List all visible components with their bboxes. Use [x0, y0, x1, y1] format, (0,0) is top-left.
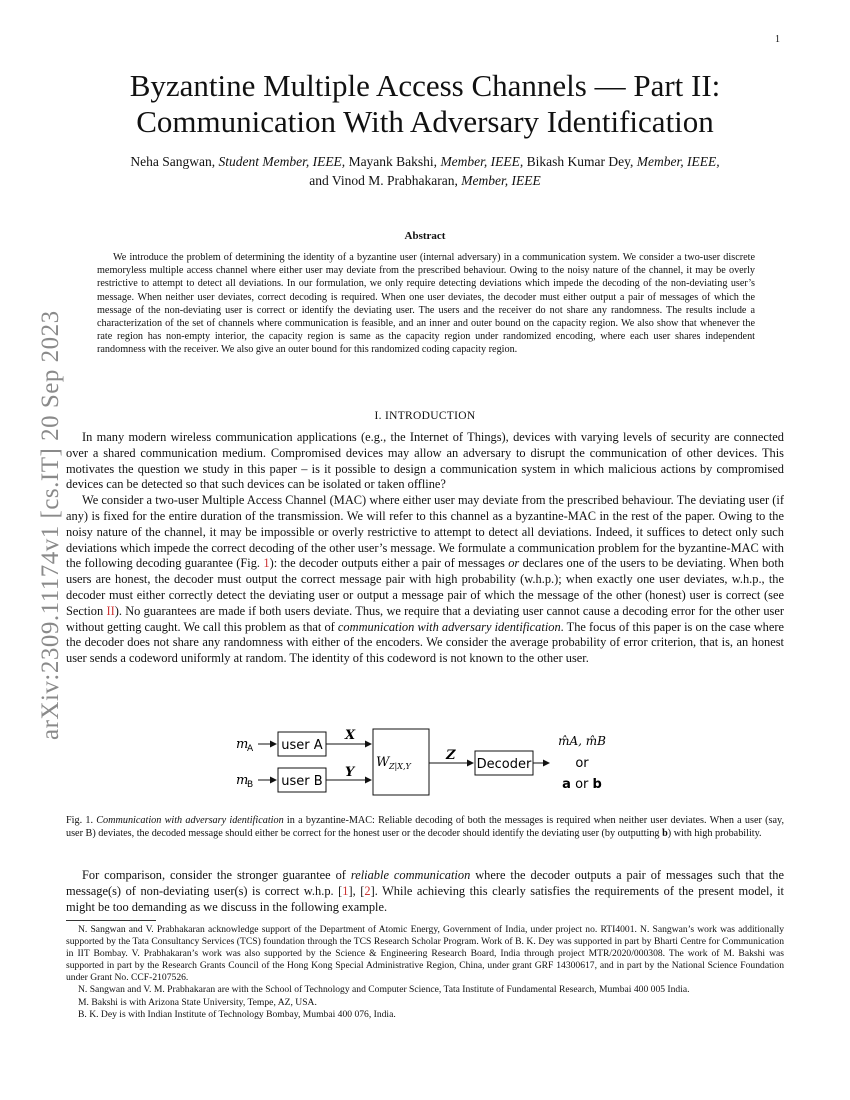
footnote-affiliation-iitb: B. K. Dey is with Indian Institute of Technology Bombay, Mumbai 400 076, India.: [78, 1008, 396, 1020]
output-deviator: [562, 777, 602, 792]
page-number: 1: [775, 34, 780, 45]
citation-link-1[interactable]: 1: [342, 883, 349, 898]
y-symbol: Y: [345, 765, 355, 780]
paper-title: [60, 68, 790, 140]
author-role: Member, IEEE,: [636, 154, 720, 169]
channel-label: W: [376, 755, 390, 770]
section-heading: [60, 410, 790, 422]
intro-paragraph-2: [66, 493, 784, 667]
message-b-subscript: B: [247, 780, 254, 790]
footnote-divider: [66, 920, 156, 921]
user-a-label: user A: [281, 738, 323, 753]
author-name: Bikash Kumar Dey,: [523, 154, 637, 169]
user-b-label: user B: [281, 774, 323, 789]
emphasis: or: [508, 556, 520, 571]
section-number: I.: [374, 410, 385, 422]
author-name: and Vinod M. Prabhakaran,: [309, 173, 462, 188]
text-span: declares one of the users to be deviating. When both users are honest, the decoder must output the correct message pair with high probability (w.h.p.); when exactly one user deviates, w.h.p., the decoder must either correctly detect the deviating user or output a message pair of which the message of the other (honest) user is correct (see Section: [66, 556, 784, 618]
author-role: Member, IEEE: [461, 173, 541, 188]
abstract-heading: Abstract: [404, 230, 446, 242]
emphasis: communication with adversary identification: [337, 619, 561, 634]
comparison-paragraph: [66, 868, 784, 915]
channel-subscript: Z|X,Y: [389, 762, 411, 771]
text-span: where the decoder outputs a pair of messages such that the message(s) of non-deviating user(s) is correct w.h.p. [: [66, 868, 784, 898]
caption-label: Fig. 1.: [66, 815, 97, 826]
text-span: ). No guarantees are made if both users deviate. Thus, we require that a deviating user cannot cause a decoding error for the other user without getting caught. We call this problem as that of: [66, 603, 784, 634]
z-symbol: Z: [446, 748, 456, 763]
citation-link-2[interactable]: 2: [364, 883, 371, 898]
abstract-body: [97, 251, 755, 357]
message-b-label: m: [236, 773, 249, 788]
intro-paragraph-1: In many modern wireless communication applications (e.g., the Internet of Things), devices with varying levels of security are connected over a shared communication medium. Compromised devices may allow an adversary to disrupt the communication of other devices. This motivates the question we study in this paper – is it possible to design a communication system in which malicious actions by compromised devices can be detected so that such devices can be isolated or taken offline?: [66, 430, 784, 492]
footnotes: [66, 924, 784, 1021]
author-role: Member, IEEE,: [440, 154, 524, 169]
author-line-1: [60, 152, 790, 171]
x-symbol: X: [345, 728, 356, 743]
emphasis: reliable communication: [350, 868, 471, 882]
mac-block-diagram: [200, 725, 660, 815]
section-reference-link[interactable]: II: [106, 603, 115, 618]
section-title-cap: I: [384, 410, 390, 422]
text-span: For comparison, consider the stronger guarantee of: [82, 868, 351, 882]
figure-caption: [66, 814, 784, 840]
intro-body: [66, 430, 784, 667]
output-message-pair: m̂A, m̂B: [558, 734, 606, 748]
paragraph: [66, 868, 784, 915]
title-line-1: Byzantine Multiple Access Channels — Part II:: [129, 68, 721, 103]
text-span: ], [: [348, 883, 365, 898]
figure-reference-link[interactable]: 1: [263, 556, 270, 571]
author-name: Neha Sangwan,: [130, 154, 219, 169]
footnote-affiliation-tifr: N. Sangwan and V. M. Prabhakaran are with the School of Technology and Computer Science, Tata Institute of Fundamental Research, Mumbai 400 005 India.: [78, 984, 690, 996]
output-a: a: [562, 777, 571, 792]
message-a-subscript: A: [247, 744, 254, 754]
output-b: b: [592, 777, 602, 792]
author-line-2: [60, 171, 790, 190]
caption-bold: b: [662, 828, 668, 840]
text-span: . The focus of this paper is on the case where the decoder does not share any randomness with either of the encoders. We consider the average probability of error criterion, that is, an honest user sends a codeword uniformly at random. The identity of this codeword is not known to the other user.: [66, 619, 784, 666]
author-role: Student Member, IEEE,: [218, 154, 346, 169]
text-span: We consider a two-user Multiple Access Channel (MAC) where either user may deviate from the prescribed behaviour. The deviating user (if any) is fixed for the entire duration of the transmission. We will refer to this channel as a byzantine-MAC in the rest of the paper. Owing to the noisy nature of the channel, it may be impossible or overly restrictive to attempt to detect all deviations. Indeed, it suffices to detect only such deviations which impede the correct decoding of the other user’s message. We formulate a communication problem for the byzantine-MAC with the following decoding guarantee (Fig.: [66, 493, 784, 571]
title-line-2: Communication With Adversary Identification: [136, 104, 714, 139]
decoder-label: Decoder: [476, 757, 532, 772]
author-list: [60, 152, 790, 190]
output-or: or: [575, 756, 589, 771]
text-span: ]. While achieving this clearly satisfies the requirements of the present model, it might be too demanding as we discuss in the following example.: [66, 883, 784, 914]
caption-text: in a byzantine-MAC: Reliable decoding of both the messages is required when neither user deviates. When a user (say, user B) deviates, the decoded message should either be correct for the honest user or the decoder should identify the deviating user (by outputting: [66, 815, 785, 840]
arxiv-identifier[interactable]: arXiv:2309.11174v1 [cs.IT] 20 Sep 2023: [37, 310, 64, 740]
message-a-label: m: [236, 737, 249, 752]
section-title-rest: NTRODUCTION: [389, 410, 476, 422]
output-or-word: or: [570, 777, 593, 792]
caption-emphasis: Communication with adversary identification: [96, 815, 284, 826]
caption-text: ) with high probability.: [667, 828, 762, 840]
footnote-funding: N. Sangwan and V. Prabhakaran acknowledge support of the Department of Atomic Energy, Government of India, under project no. RTI4001. N. Sangwan’s work was additionally supported by the Tata Consultancy Services (TCS) foundation through the TCS Research Scholar Program. Work of B. K. Dey was supported in part by Bharti Centre for Communication in IIT Bombay. V. Prabhakaran’s work was also supported by the Science & Engineering Research Board, India through project MTR/2020/000308. The work of M. Bakshi was supported in part by the Research Grants Council of the Hong Kong Special Administrative Region, China, under grant GRF 14300617, and in part by the National Science Foundation under Grant No. CCF-2107526.: [66, 924, 784, 984]
footnote-affiliation-asu: M. Bakshi is with Arizona State University, Tempe, AZ, USA.: [78, 996, 317, 1008]
abstract-text: We introduce the problem of determining the identity of a byzantine user (internal adversary) in a communication system. We consider a two-user discrete memoryless multiple access channel where either user may deviate from the prescribed behaviour. Owing to the noisy nature of the channel, it may be overly restrictive to attempt to detect all deviations. In our formulation, we only require detecting deviations which impede the decoding of the non-deviating user’s message. When neither user deviates, correct decoding is required. When one user deviates, the decoder must either output a pair of messages of which the message of the non-deviating user is correct or identify the deviating user. The users and the receiver do not share any randomness. The results include a characterization of the set of channels where communication is feasible, and an inner and outer bound on the capacity region. We also show that whenever the rate region has non-empty interior, the capacity region is same as the capacity region under randomized encoding, where each user shares independent randomness with the receiver. We also give an outer bound for this randomized coding capacity region.: [97, 252, 755, 356]
author-name: Mayank Bakshi,: [345, 154, 441, 169]
text-span: ): the decoder outputs either a pair of messages: [269, 556, 509, 571]
